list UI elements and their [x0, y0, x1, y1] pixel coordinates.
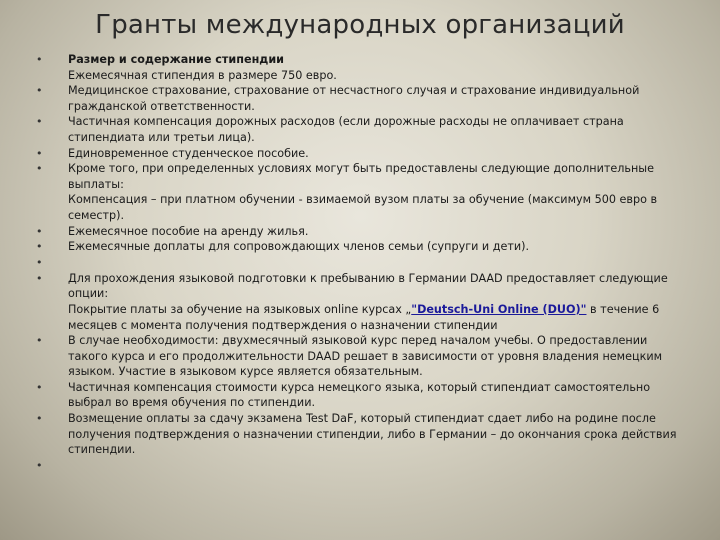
- item-text: Медицинское страхование, страхование от несчастного случая и страхование индивидуальной гражданской ответственности.: [68, 84, 640, 113]
- empty-list-item: [30, 458, 680, 474]
- item-subtext-tail: в течение 6 месяцев с момента получения подтверждения о назначении стипендии: [68, 302, 660, 332]
- list-item: [30, 271, 680, 333]
- item-text: Частичная компенсация стоимости курса немецкого языка, который стипендиат самостоятельно выбрал во время обучения по стипендии.: [68, 380, 651, 410]
- item-text: Кроме того, при определенных условиях могут быть предоставлены следующие дополнительные выплаты:: [68, 162, 655, 191]
- list-item: [30, 333, 680, 380]
- item-text: Ежемесячные доплаты для сопровождающих членов семьи (супруги и дети).: [68, 240, 530, 254]
- list-item: [30, 52, 680, 83]
- item-text: Возмещение оплаты за сдачу экзамена Test DaF, который стипендиат сдает либо на родине после получения подтверждения о назначении стипендии, либо в Германии – до окончания срока действия стипендии.: [68, 412, 677, 457]
- item-text: Ежемесячное пособие на аренду жилья.: [68, 224, 309, 238]
- list-item: [30, 114, 680, 145]
- empty-list-item: [30, 255, 680, 271]
- list-item: [30, 380, 680, 411]
- section-heading: Размер и содержание стипендии: [68, 53, 285, 66]
- item-text: Для прохождения языковой подготовки к пребыванию в Германии DAAD предоставляет следующие опции:: [68, 271, 668, 301]
- list-item: [30, 411, 680, 458]
- list-item: [30, 224, 680, 240]
- item-text: В случае необходимости: двухмесячный языковой курс перед началом учебы. О предоставлении такого курса и его продолжительности DAAD решает в зависимости от уровня владения немецким языком. Участие в языковом курсе является обязательным.: [68, 334, 663, 379]
- duo-link[interactable]: "Deutsch-Uni Online (DUO)": [411, 302, 587, 316]
- slide-title: Гранты международных организаций: [95, 10, 625, 40]
- bullet-list: [30, 52, 680, 474]
- list-item: [30, 161, 680, 223]
- list-item: [30, 83, 680, 114]
- item-text: Единовременное студенческое пособие.: [68, 146, 309, 160]
- item-text: Частичная компенсация дорожных расходов (если дорожные расходы не оплачивает страна стипендиата или третьи лица).: [68, 115, 624, 144]
- list-item: [30, 239, 680, 255]
- list-item: [30, 146, 680, 162]
- item-subtext: Покрытие платы за обучение на языковых online курсах „: [68, 302, 412, 316]
- item-text: Ежемесячная стипендия в размере 750 евро.: [68, 68, 337, 82]
- item-subtext: Компенсация – при платном обучении - взимаемой вузом платы за обучение (максимум 500 евро в семестр).: [68, 193, 658, 222]
